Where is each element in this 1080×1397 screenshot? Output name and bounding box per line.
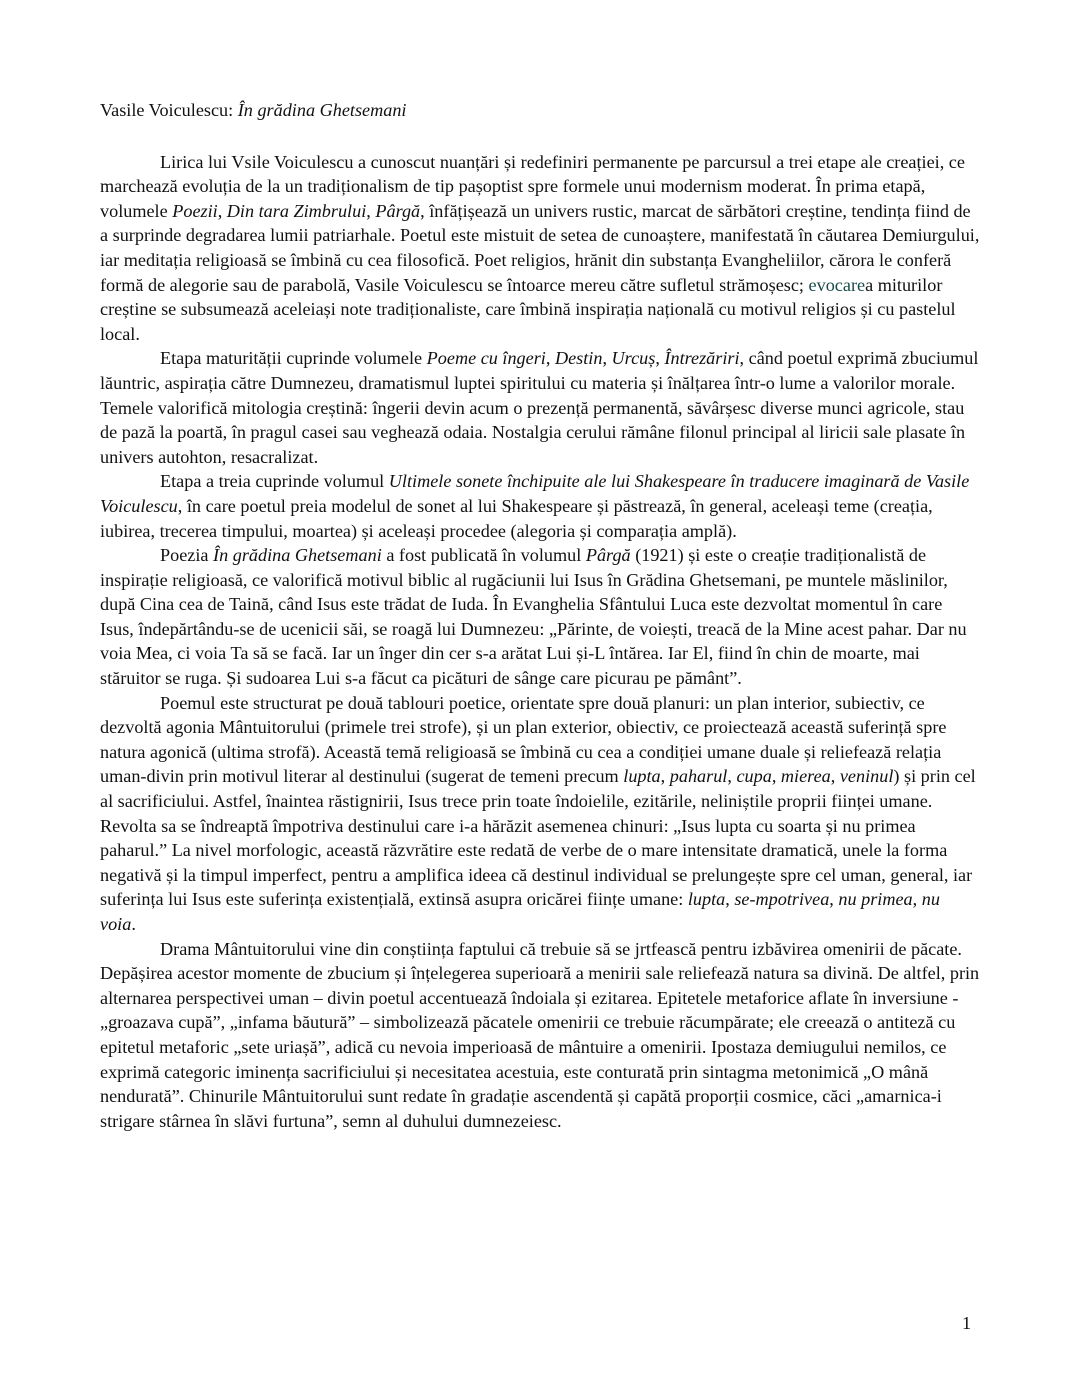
text-run: , în care poetul preia modelul de sonet al lui Shakespeare și păstrează, în general, aceleași teme (creația, iubirea, trecerea timpului, moartea) și aceleași procedee (alegoria și comparația amplă).	[100, 495, 933, 541]
text-run: .	[131, 914, 136, 934]
text-run: Poezia	[160, 545, 214, 566]
paragraph-5	[100, 691, 980, 937]
italic-run: Pârgă	[585, 545, 631, 566]
document-body	[100, 98, 980, 1133]
italic-run: paharul	[669, 766, 728, 787]
italic-run: Destin	[554, 348, 603, 369]
italic-run: se-mpotrivea	[734, 889, 830, 910]
italic-run: Din tara Zimbrului	[226, 200, 367, 221]
text-run: Drama Mântuitorului vine din conștiința faptului că trebuie să se jrtfească pentru izbăvirea omenirii de păcate. Depășirea acestor momente de zbucium și înțelegerea superioară a menirii sale reliefează natura sa divină. De altfel, prin alternarea perspectivei uman – divin poetul accentuează îndoiala și ezitarea. Epitetele metaforice aflate în inversiune - „groazava cupă”, „infama băutură” – simbolizează păcatele omenirii ce trebuie răcumpărate; ele creează o antiteză cu epitetul metaforic „sete uriașă”, adică cu nevoia imperioasă de mântuire a omenirii. Ipostaza demiugului nemilos, ce exprimă categoric iminența sacrificiului și necesitatea acestuia, este conturată prin sintagma metonimică „O mână nendurată”. Chinurile Mântuitorului sunt redate în gradație ascendentă și capătă proporții cosmice, căci „amarnica-i strigare stârnea în slăvi furtuna”, semn al duhului dumnezeiesc.	[100, 938, 980, 1131]
text-run: ) și prin cel al sacrificiului. Astfel, înaintea răstignirii, Isus trece prin toate îndoielile, ezitările, neliniștile proprii ființei umane. Revolta sa se îndreaptă împotriva destinului care i-a hărăzit asemenea chinuri: „Isus lupta cu soarta și nu primea paharul.” La nivel morfologic, această răzvrătire este redată de verbe de o mare intensitate dramatică, unele la forma negativă și la timpul imperfect, pentru a amplifica ideea că destinul individual se prelungește spre cel uman, general, iar suferința lui Isus este suferința existențială, extinsă asupra oricărei ființe umane:	[100, 766, 976, 910]
text-run: a fost publicată în volumul	[381, 545, 586, 566]
text-run: ,	[829, 889, 839, 910]
italic-run: Urcuș	[611, 348, 656, 369]
evocare-link[interactable]: evocare	[808, 274, 866, 295]
italic-run: Întrezăriri	[664, 348, 740, 369]
italic-run: Pârgă	[375, 200, 421, 221]
italic-run: lupta	[623, 766, 661, 787]
text-run: a miturilor creștine se subsumează aceleiași note tradiționaliste, care îmbină inspirația națională cu motivul religios și cu pastelul local.	[100, 274, 956, 344]
title-author: Vasile Voiculescu:	[100, 100, 238, 120]
text-run: ,	[912, 889, 922, 910]
italic-run: nu voia	[100, 889, 940, 934]
text-run: Etapa maturității cuprinde volumele	[160, 348, 427, 369]
text-run: (1921) și este o creație tradiționalistă de inspirație religioasă, ce valorifică motivul biblic al rugăciunii lui Isus în Grădina Ghetsemani, pe muntele măslinilor, după Cina cea de Taină, când Isus este trădat de Iuda. În Evanghelia Sfântului Luca este dezvoltat momentul în care Isus, îndepărtându-se de ucenicii săi, se roagă lui Dumnezeu: „Părinte, de voiești, treacă de la Mine acest pahar. Dar nu voia Mea, ci voia Ta să se facă. Iar un înger din cer s-a arătat Lui și-L întărea. Iar El, fiind în chin de moarte, mai stăruitor se ruga. Și sudoarea Lui s-a făcut ca picături de sânge care picurau pe pământ”.	[100, 545, 967, 689]
italic-run: Poezii	[172, 200, 218, 221]
italic-run: Ultimele sonete închipuite ale lui Shakespeare în traducere imaginară de Vasile Voiculescu	[100, 471, 970, 516]
text-run: Etapa a treia cuprinde volumul	[160, 471, 389, 492]
text-run: ,	[366, 200, 376, 221]
text-run: ,	[727, 766, 737, 787]
text-run: ,	[771, 766, 781, 787]
text-run: ,	[217, 200, 227, 221]
paragraph-6	[100, 937, 980, 1134]
italic-run: nu primea	[838, 889, 913, 910]
italic-run: mierea	[780, 766, 831, 787]
text-run: Lirica lui Vsile Voiculescu a cunoscut nuanțări și redefiniri permanente pe parcursul a trei etape ale creației, ce marchează evoluția de la un tradiționalism de tip pașoptist spre formele unui modernism moderat. În prima etapă, volumele	[100, 151, 965, 221]
text-run: ,	[660, 766, 670, 787]
text-run: ,	[830, 766, 840, 787]
paragraph-1	[100, 150, 980, 347]
text-run: Poemul este structurat pe două tablouri poetice, orientate spre două planuri: un plan interior, subiectiv, ce dezvoltă agonia Mântuitorului (primele trei strofe), și un plan exterior, obiectiv, ce proiectează această suferință spre natura agonică (ultima strofă). Această temă religioasă se îmbină cu cea a condiției umane duale și reliefează relația uman-divin prin motivul literar al destinului (sugerat de temeni precum	[100, 692, 947, 787]
paragraph-3	[100, 469, 980, 543]
text-run: ,	[602, 348, 612, 369]
text-run: ,	[545, 348, 555, 369]
italic-run: Poeme cu îngeri	[426, 348, 546, 369]
italic-run: cupa	[736, 766, 772, 787]
document-title	[100, 98, 980, 123]
paragraph-4	[100, 543, 980, 691]
text-run: , înfățișează un univers rustic, marcat de sărbători creștine, tendința fiind de a surprinde degradarea lumii patriarhale. Poetul este mistuit de setea de cunoaștere, manifestată în căutarea Demiurgului, iar meditația religioasă se îmbină cu cea filosofică. Poet religios, hrănit din substanța Evangheliilor, cărora le conferă formă de alegorie sau de parabolă, Vasile Voiculescu se întoarce mereu către sufletul strămoșesc;	[100, 200, 980, 295]
italic-run: veninul	[839, 766, 894, 787]
text-run: , când poetul exprimă zbuciumul lăuntric, aspirația către Dumnezeu, dramatismul luptei spiritului cu materia și înălțarea într-o lume a valorilor morale. Temele valorifică mitologia creștină: îngerii devin acum o prezență permanentă, săvârșesc diverse munci agricole, stau de pază la poartă, în pragul casei sau veghează odaia. Nostalgia cerului rămâne filonul principal al liricii sale plasate în univers autohton, resacralizat.	[100, 348, 979, 467]
italic-run: În grădina Ghetsemani	[213, 545, 382, 566]
italic-run: lupta	[687, 889, 726, 910]
title-poem: În grădina Ghetsemani	[237, 100, 407, 120]
text-run: ,	[655, 348, 665, 369]
page-number: 1	[962, 1313, 972, 1333]
paragraph-2	[100, 346, 980, 469]
text-run: ,	[725, 889, 735, 910]
